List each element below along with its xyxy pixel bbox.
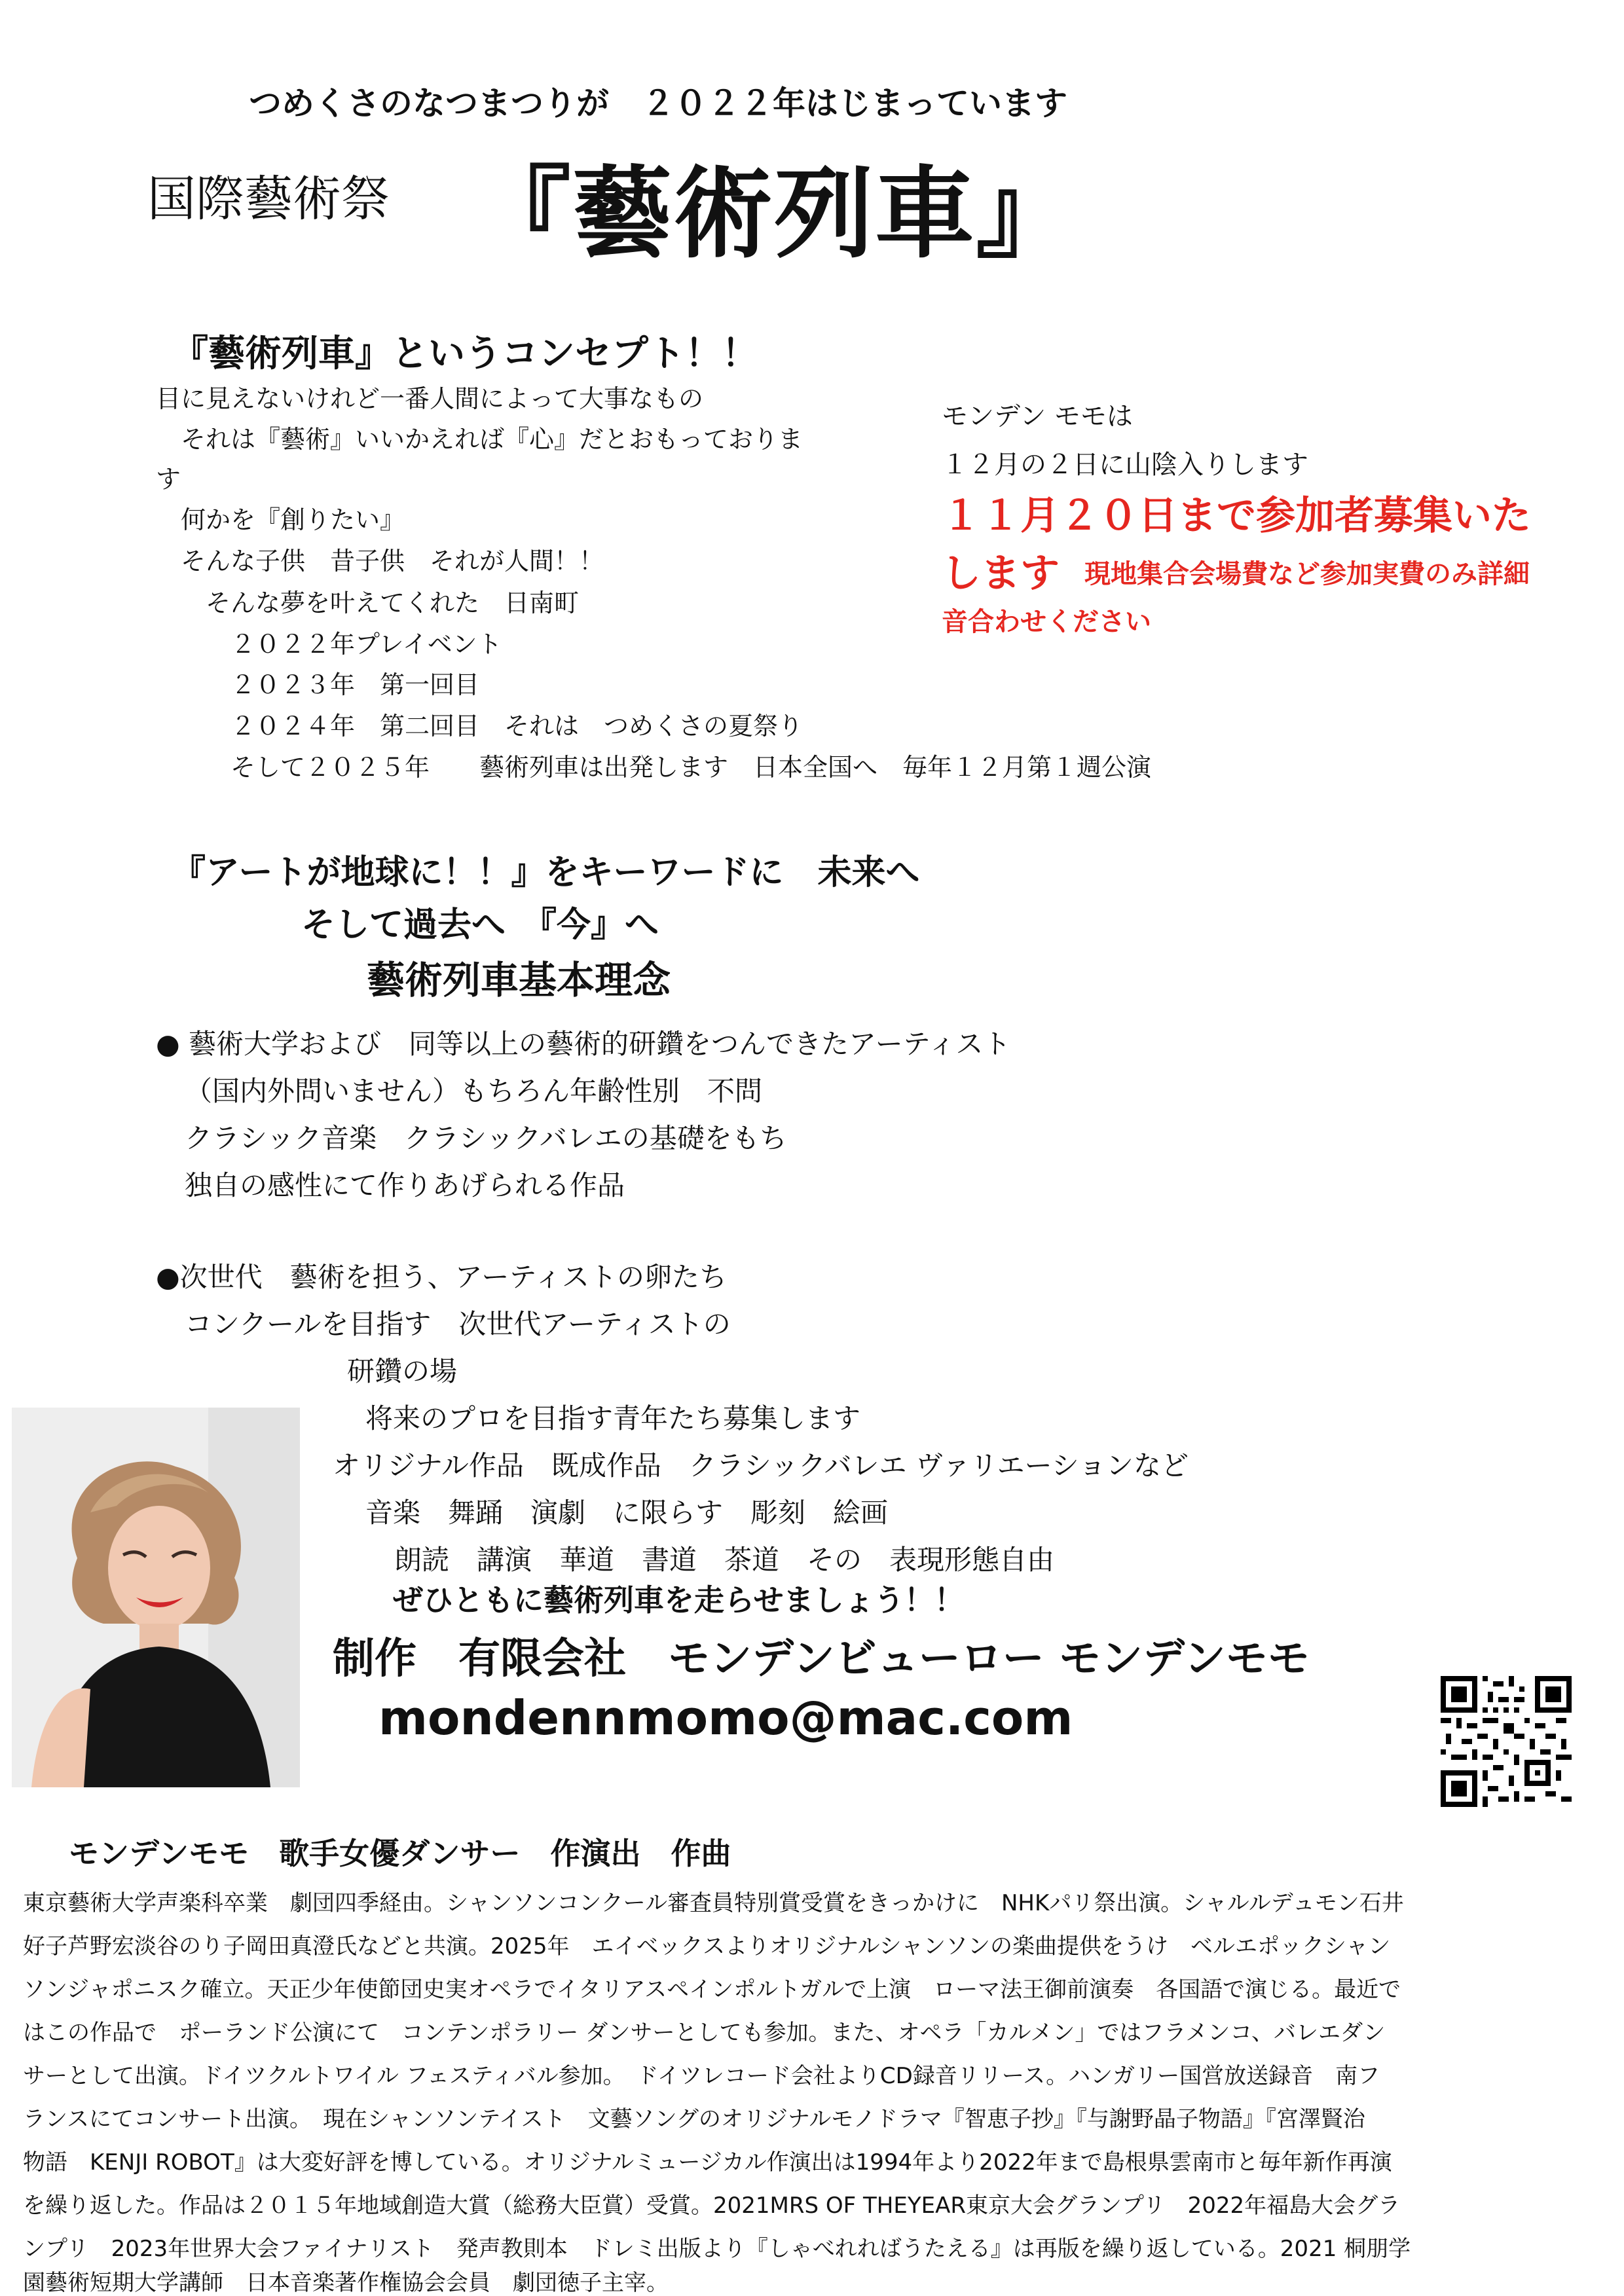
page-title: 『藝術列車』 — [471, 156, 1077, 272]
portrait-photo — [12, 1408, 300, 1787]
concept-line: ２０２３年 第一回目 — [156, 670, 480, 699]
concept-line: そして２０２５年 藝術列車は出発します 日本全国へ 毎年１２月第１週公演 — [156, 753, 1152, 782]
bio-line: ランスにてコンサート出演。 現在シャンソンテイスト 文藝ソングのオリジナルモノドラマ『智恵子抄』『与謝野晶子物語』『宮澤賢治 — [23, 2106, 1365, 2132]
bio-heading: モンデンモモ 歌手女優ダンサー 作演出 作曲 — [69, 1836, 731, 1871]
principle-line: 研鑽の場 — [347, 1355, 458, 1387]
producer-line: 制作 有限会社 モンデンビューロー モンデンモモ — [333, 1635, 1310, 1683]
concept-line: そんな夢を叶えてくれた 日南町 — [156, 589, 580, 617]
cheer-line: ぜひともに藝術列車を走らせましょう！！ — [393, 1582, 965, 1618]
bio-line: サーとして出演。ドイツクルトワイル フェスティバル参加。 ドイツレコード会社よりCD録音リリース。ハンガリー国営放送録音 南フ — [23, 2063, 1380, 2089]
cost-note: 現地集合会場費など参加実費のみ詳細 — [1084, 559, 1530, 589]
concept-line: 目に見えないけれど一番人間によって大事なもの — [156, 384, 704, 413]
contact-email[interactable]: mondennmomo@mac.com — [378, 1690, 1073, 1745]
concept-heading: 『藝術列車』というコンセプト！！ — [172, 333, 758, 375]
festival-label: 国際藝術祭 — [147, 171, 390, 227]
principle-line: ● 藝術大学および 同等以上の藝術的研鑽をつんできたアーティスト — [156, 1028, 1011, 1060]
bio-line: はこの作品で ポーランド公演にて コンテンポラリー ダンサーとしても参加。また、オペラ「カルメン」ではフラメンコ、バレエダン — [23, 2020, 1386, 2046]
deadline-notice: １１月２０日まで参加者募集いた — [942, 493, 1531, 539]
bio-line: 物語 KENJI ROBOT』は大変好評を博している。オリジナルミュージカル作演出は1994年より2022年まで島根県雲南市と毎年新作再演 — [23, 2149, 1392, 2176]
principle-line: ●次世代 藝術を担う、アーティストの卵たち — [156, 1261, 728, 1293]
concept-line: ２０２２年プレイベント — [156, 630, 502, 659]
principles-heading: 藝術列車基本理念 — [367, 958, 671, 1002]
principle-line: 将来のプロを目指す青年たち募集します — [365, 1402, 861, 1434]
qr-code — [1441, 1676, 1572, 1807]
bio-line: を繰り返した。作品は２０１５年地域創造大賞（総務大臣賞）受賞。2021MRS OF THEYEAR東京大会グランプリ 2022年福島大会グラ — [23, 2193, 1401, 2219]
principle-line: オリジナル作品 既成作品 クラシックバレエ ヴァリエーションなど — [333, 1449, 1189, 1482]
keyword-line: そして過去へ 『今』へ — [301, 905, 659, 945]
principle-line: クラシック音楽 クラシックバレエの基礎をもち — [185, 1122, 787, 1154]
principle-line: 音楽 舞踊 演劇 に限らす 彫刻 絵画 — [365, 1497, 889, 1529]
concept-line: ２０２４年 第二回目 それは つめくさの夏祭り — [156, 712, 803, 740]
sidebar-line: １２月の２日に山陰入りします — [942, 450, 1308, 480]
concept-line: そんな子供 昔子供 それが人間！！ — [156, 547, 604, 575]
bio-line: ソンジャポニスク確立。天正少年使節団史実オペラでイタリアスペインポルトガルで上演 ローマ法王御前演奏 各国語で演じる。最近で — [23, 1977, 1401, 2003]
bio-line: 園藝術短期大学講師 日本音楽著作権協会会員 劇団徳子主宰。 — [23, 2270, 669, 2296]
concept-line: それは『藝術』いいかえれば『心』だとおもっておりま — [156, 425, 803, 454]
bio-line: ンプリ 2023年世界大会ファイナリスト 発声教則本 ドレミ出版より『しゃべれればうたえる』は再版を繰り返している。2021 桐朋学 — [23, 2236, 1411, 2262]
concept-line: 何かを『創りたい』 — [156, 505, 405, 534]
principle-line: コンクールを目指す 次世代アーティストの — [185, 1308, 731, 1340]
bio-line: 好子芦野宏淡谷のり子岡田真澄氏などと共演。2025年 エイベックスよりオリジナルシャンソンの楽曲提供をうけ ベルエポックシャン — [23, 1933, 1391, 1959]
top-announcement: つめくさのなつまつりが ２０２２年はじまっています — [249, 84, 1067, 122]
concept-line: す — [156, 465, 181, 494]
bio-line: 東京藝術大学声楽科卒業 劇団四季経由。シャンソンコンクール審査員特別賞受賞をきっかけに NHKパリ祭出演。シャルルデュモン石井 — [23, 1890, 1404, 1916]
sidebar-line: モンデン モモは — [942, 401, 1133, 431]
principle-line: 朗読 講演 華道 書道 茶道 その 表現形態自由 — [394, 1544, 1055, 1576]
keyword-line: 『アートが地球に！！』をキーワードに 未来へ — [172, 853, 920, 892]
principle-line: 独自の感性にて作りあげられる作品 — [185, 1169, 625, 1201]
cost-note: 音合わせください — [942, 607, 1151, 637]
deadline-notice: します — [942, 551, 1060, 596]
principle-line: （国内外問いません）もちろん年齢性別 不問 — [185, 1075, 763, 1107]
